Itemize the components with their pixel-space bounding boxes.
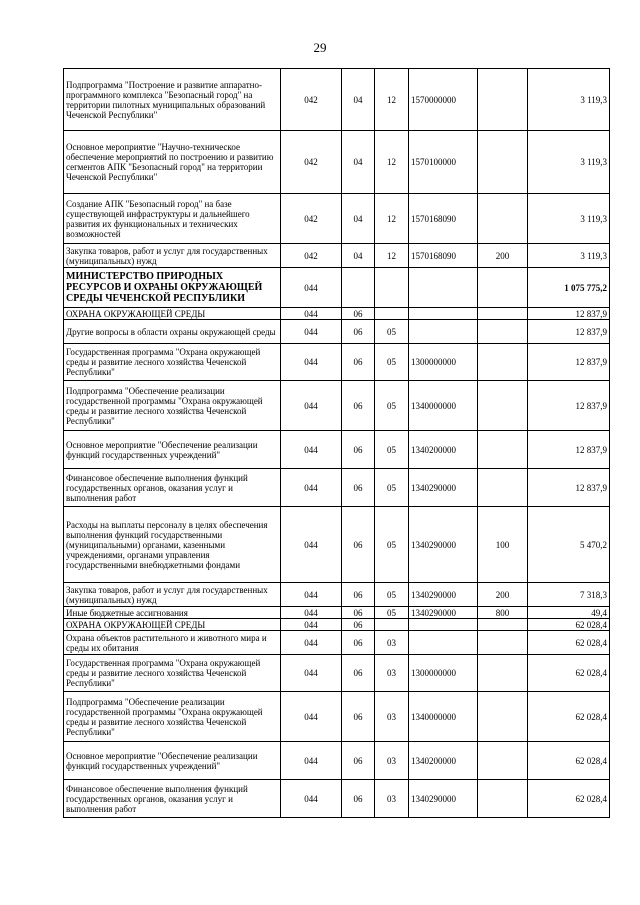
cell-name: Подпрограмма "Построение и развитие аппаратно-программного комплекса "Безопасный город" на территории пилотных муниципальных образований Чеченской Республики" xyxy=(64,69,281,131)
cell-sum: 62 028,4 xyxy=(528,780,610,818)
cell-sum: 3 119,3 xyxy=(528,194,610,244)
cell-rz: 06 xyxy=(342,655,375,692)
cell-rz: 06 xyxy=(342,381,375,431)
cell-pr: 03 xyxy=(375,742,409,780)
table-row xyxy=(64,780,610,818)
cell-csr xyxy=(409,619,478,631)
table-row xyxy=(64,308,610,320)
cell-sum: 5 470,2 xyxy=(528,507,610,583)
cell-sum: 1 075 775,2 xyxy=(528,268,610,308)
cell-sum: 62 028,4 xyxy=(528,655,610,692)
cell-name: Закупка товаров, работ и услуг для государственных (муниципальных) нужд xyxy=(64,583,281,607)
cell-ved: 044 xyxy=(281,268,342,308)
cell-vr xyxy=(478,344,528,381)
cell-pr: 05 xyxy=(375,469,409,507)
cell-name: Подпрограмма "Обеспечение реализации государственной программы "Охрана окружающей среды и развитие лесного хозяйства Чеченской Республики" xyxy=(64,692,281,742)
cell-rz: 06 xyxy=(342,607,375,619)
cell-rz: 04 xyxy=(342,131,375,194)
cell-rz: 06 xyxy=(342,631,375,655)
cell-vr xyxy=(478,692,528,742)
cell-rz: 06 xyxy=(342,431,375,469)
cell-sum: 49,4 xyxy=(528,607,610,619)
cell-csr: 1340200000 xyxy=(409,431,478,469)
table-row xyxy=(64,69,610,131)
cell-sum: 12 837,9 xyxy=(528,344,610,381)
cell-ved: 044 xyxy=(281,607,342,619)
table-row xyxy=(64,742,610,780)
cell-rz: 06 xyxy=(342,507,375,583)
cell-rz: 06 xyxy=(342,344,375,381)
cell-ved: 044 xyxy=(281,780,342,818)
cell-rz xyxy=(342,268,375,308)
table-row xyxy=(64,692,610,742)
cell-pr: 03 xyxy=(375,631,409,655)
cell-vr xyxy=(478,131,528,194)
cell-pr: 03 xyxy=(375,780,409,818)
cell-rz: 04 xyxy=(342,194,375,244)
table-row xyxy=(64,381,610,431)
cell-sum: 62 028,4 xyxy=(528,692,610,742)
cell-sum: 12 837,9 xyxy=(528,381,610,431)
cell-csr: 1340000000 xyxy=(409,692,478,742)
cell-ved: 044 xyxy=(281,507,342,583)
cell-ved: 044 xyxy=(281,469,342,507)
cell-name: Расходы на выплаты персоналу в целях обеспечения выполнения функций государственными (муниципальными) органами, казенными учреждениями, органами управления государственными внебюджетными фондами xyxy=(64,507,281,583)
cell-rz: 06 xyxy=(342,780,375,818)
table-row xyxy=(64,655,610,692)
cell-ved: 044 xyxy=(281,308,342,320)
cell-ved: 044 xyxy=(281,431,342,469)
cell-ved: 044 xyxy=(281,583,342,607)
cell-name: Основное мероприятие "Обеспечение реализации функций государственных учреждений" xyxy=(64,742,281,780)
cell-csr: 1340200000 xyxy=(409,742,478,780)
cell-ved: 044 xyxy=(281,381,342,431)
cell-pr: 12 xyxy=(375,244,409,268)
cell-sum: 3 119,3 xyxy=(528,244,610,268)
cell-sum: 3 119,3 xyxy=(528,69,610,131)
cell-rz: 06 xyxy=(342,320,375,344)
cell-ved: 044 xyxy=(281,619,342,631)
cell-csr: 1340290000 xyxy=(409,469,478,507)
cell-pr: 05 xyxy=(375,607,409,619)
cell-vr: 800 xyxy=(478,607,528,619)
cell-ved: 044 xyxy=(281,655,342,692)
cell-vr xyxy=(478,268,528,308)
cell-vr xyxy=(478,780,528,818)
cell-rz: 06 xyxy=(342,692,375,742)
cell-csr xyxy=(409,268,478,308)
table-row xyxy=(64,431,610,469)
cell-pr: 05 xyxy=(375,507,409,583)
cell-sum: 62 028,4 xyxy=(528,619,610,631)
cell-ved: 044 xyxy=(281,320,342,344)
cell-csr: 1300000000 xyxy=(409,344,478,381)
cell-vr xyxy=(478,308,528,320)
cell-ved: 042 xyxy=(281,131,342,194)
cell-vr xyxy=(478,194,528,244)
cell-name: Создание АПК "Безопасный город" на базе существующей инфраструктуры и дальнейшего развития их функциональных и технических возможностей xyxy=(64,194,281,244)
cell-csr: 1570168090 xyxy=(409,244,478,268)
cell-name: Охрана объектов растительного и животного мира и среды их обитания xyxy=(64,631,281,655)
table-row xyxy=(64,469,610,507)
cell-rz: 06 xyxy=(342,742,375,780)
cell-vr xyxy=(478,320,528,344)
cell-pr xyxy=(375,619,409,631)
table-row xyxy=(64,583,610,607)
cell-name: Другие вопросы в области охраны окружающей среды xyxy=(64,320,281,344)
cell-ved: 042 xyxy=(281,69,342,131)
table-row xyxy=(64,320,610,344)
cell-pr: 05 xyxy=(375,320,409,344)
cell-name: Финансовое обеспечение выполнения функций государственных органов, оказания услуг и выполнения работ xyxy=(64,780,281,818)
cell-name: Финансовое обеспечение выполнения функций государственных органов, оказания услуг и выполнения работ xyxy=(64,469,281,507)
table-row xyxy=(64,619,610,631)
cell-name: Государственная программа "Охрана окружающей среды и развитие лесного хозяйства Чеченской Республики" xyxy=(64,655,281,692)
table-body xyxy=(64,69,610,818)
cell-vr xyxy=(478,431,528,469)
cell-pr xyxy=(375,308,409,320)
cell-name: ОХРАНА ОКРУЖАЮЩЕЙ СРЕДЫ xyxy=(64,619,281,631)
cell-pr: 12 xyxy=(375,194,409,244)
cell-csr: 1300000000 xyxy=(409,655,478,692)
cell-csr: 1570100000 xyxy=(409,131,478,194)
page-number: 29 xyxy=(313,40,327,55)
cell-pr: 12 xyxy=(375,131,409,194)
cell-name: Основное мероприятие "Научно-техническое обеспечение мероприятий по построению и развитию сегментов АПК "Безопасный город" на территории Чеченской Республики" xyxy=(64,131,281,194)
table-row xyxy=(64,607,610,619)
cell-rz: 04 xyxy=(342,244,375,268)
cell-pr: 05 xyxy=(375,381,409,431)
cell-pr: 05 xyxy=(375,344,409,381)
cell-name: Подпрограмма "Обеспечение реализации государственной программы "Охрана окружающей среды и развитие лесного хозяйства Чеченской Республики" xyxy=(64,381,281,431)
cell-pr: 12 xyxy=(375,69,409,131)
cell-ved: 044 xyxy=(281,742,342,780)
cell-csr: 1570168090 xyxy=(409,194,478,244)
cell-pr: 03 xyxy=(375,692,409,742)
cell-csr: 1340290000 xyxy=(409,507,478,583)
cell-vr xyxy=(478,69,528,131)
cell-name: Основное мероприятие "Обеспечение реализации функций государственных учреждений" xyxy=(64,431,281,469)
cell-vr xyxy=(478,619,528,631)
cell-vr xyxy=(478,655,528,692)
table-row xyxy=(64,344,610,381)
cell-csr xyxy=(409,631,478,655)
cell-csr: 1340000000 xyxy=(409,381,478,431)
table-row xyxy=(64,268,610,308)
cell-pr: 03 xyxy=(375,655,409,692)
cell-sum: 12 837,9 xyxy=(528,469,610,507)
cell-vr: 200 xyxy=(478,583,528,607)
cell-rz: 06 xyxy=(342,469,375,507)
cell-name: Иные бюджетные ассигнования xyxy=(64,607,281,619)
cell-rz: 04 xyxy=(342,69,375,131)
cell-vr xyxy=(478,469,528,507)
cell-ved: 042 xyxy=(281,244,342,268)
cell-sum: 3 119,3 xyxy=(528,131,610,194)
cell-csr: 1340290000 xyxy=(409,607,478,619)
cell-csr: 1340290000 xyxy=(409,583,478,607)
cell-csr xyxy=(409,308,478,320)
cell-ved: 044 xyxy=(281,692,342,742)
cell-name: МИНИСТЕРСТВО ПРИРОДНЫХ РЕСУРСОВ И ОХРАНЫ ОКРУЖАЮЩЕЙ СРЕДЫ ЧЕЧЕНСКОЙ РЕСПУБЛИКИ xyxy=(64,268,281,308)
table-row xyxy=(64,507,610,583)
cell-vr: 100 xyxy=(478,507,528,583)
cell-csr: 1340290000 xyxy=(409,780,478,818)
cell-ved: 044 xyxy=(281,631,342,655)
cell-name: ОХРАНА ОКРУЖАЮЩЕЙ СРЕДЫ xyxy=(64,308,281,320)
cell-rz: 06 xyxy=(342,583,375,607)
cell-csr xyxy=(409,320,478,344)
table-row xyxy=(64,194,610,244)
cell-pr xyxy=(375,268,409,308)
cell-sum: 12 837,9 xyxy=(528,431,610,469)
cell-sum: 62 028,4 xyxy=(528,631,610,655)
cell-sum: 62 028,4 xyxy=(528,742,610,780)
cell-rz: 06 xyxy=(342,308,375,320)
cell-vr xyxy=(478,742,528,780)
cell-name: Государственная программа "Охрана окружающей среды и развитие лесного хозяйства Чеченской Республики" xyxy=(64,344,281,381)
cell-rz: 06 xyxy=(342,619,375,631)
budget-table xyxy=(63,68,610,818)
cell-sum: 7 318,3 xyxy=(528,583,610,607)
table-row xyxy=(64,631,610,655)
cell-csr: 1570000000 xyxy=(409,69,478,131)
cell-pr: 05 xyxy=(375,583,409,607)
cell-vr xyxy=(478,381,528,431)
cell-sum: 12 837,9 xyxy=(528,320,610,344)
cell-ved: 044 xyxy=(281,344,342,381)
cell-sum: 12 837,9 xyxy=(528,308,610,320)
table-row xyxy=(64,131,610,194)
cell-vr: 200 xyxy=(478,244,528,268)
table-row xyxy=(64,244,610,268)
cell-pr: 05 xyxy=(375,431,409,469)
cell-ved: 042 xyxy=(281,194,342,244)
cell-name: Закупка товаров, работ и услуг для государственных (муниципальных) нужд xyxy=(64,244,281,268)
cell-vr xyxy=(478,631,528,655)
